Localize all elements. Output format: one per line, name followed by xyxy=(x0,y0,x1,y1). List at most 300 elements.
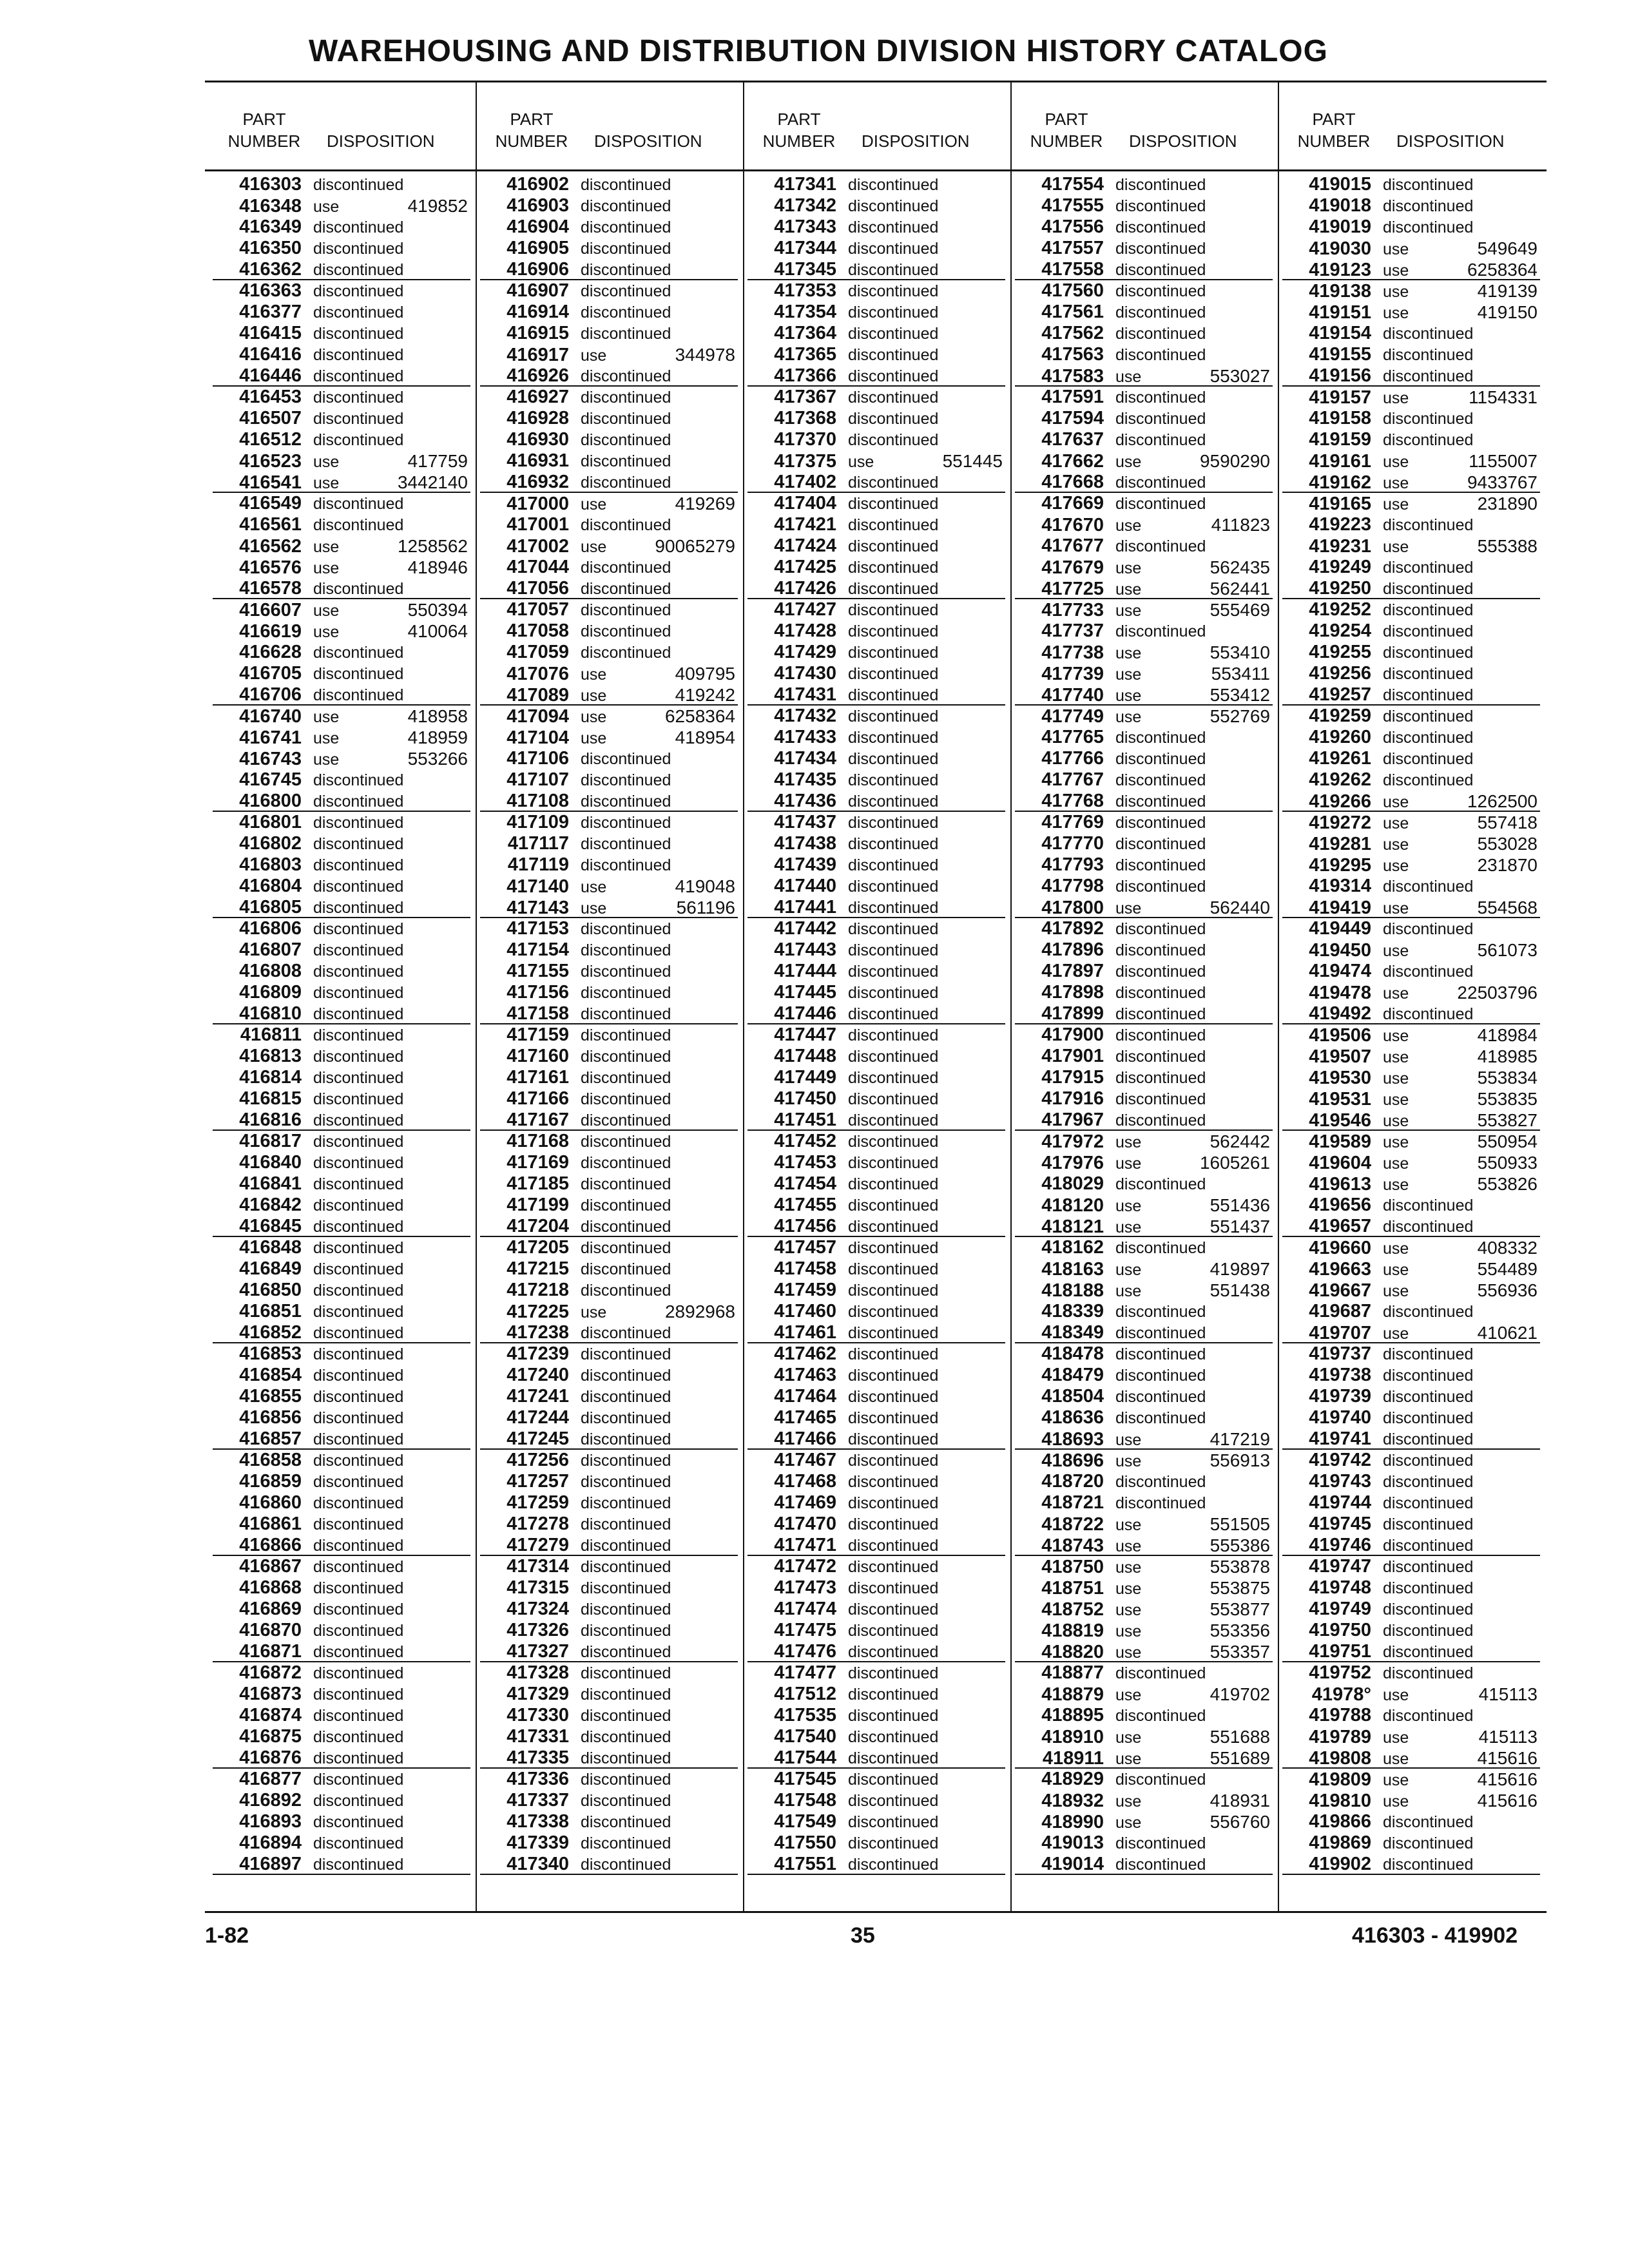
catalog-row xyxy=(1015,1769,1273,1790)
disposition: discontinued xyxy=(313,1090,404,1108)
catalog-row xyxy=(747,727,1005,748)
catalog-row xyxy=(1282,1854,1540,1875)
disposition-use: use xyxy=(1383,283,1409,301)
replacement-part-number: 419852 xyxy=(407,196,468,216)
catalog-row xyxy=(1282,599,1540,620)
part-number: 417169 xyxy=(506,1152,569,1173)
disposition: discontinued xyxy=(1383,1664,1474,1682)
part-number: 416817 xyxy=(239,1131,302,1151)
catalog-row xyxy=(480,769,738,791)
replacement-part-number: 553266 xyxy=(407,749,468,769)
part-number: 417160 xyxy=(506,1046,569,1066)
part-number: 417245 xyxy=(506,1428,569,1449)
catalog-row xyxy=(1015,216,1273,238)
catalog-row xyxy=(747,1599,1005,1620)
part-number: 419808 xyxy=(1309,1748,1371,1769)
disposition: discontinued xyxy=(848,899,939,917)
catalog-row xyxy=(213,1024,470,1046)
part-number: 419507 xyxy=(1309,1046,1371,1067)
catalog-row xyxy=(1015,195,1273,216)
catalog-row xyxy=(213,1705,470,1726)
disposition-use: use xyxy=(1115,1218,1142,1236)
disposition-use: use xyxy=(313,623,340,641)
part-number: 417104 xyxy=(506,727,569,748)
disposition: discontinued xyxy=(313,1600,404,1619)
catalog-row xyxy=(747,1556,1005,1577)
part-number: 417550 xyxy=(774,1832,836,1853)
disposition: discontinued xyxy=(581,1643,671,1661)
disposition: discontinued xyxy=(848,1707,939,1725)
disposition-use: use xyxy=(1383,495,1409,514)
disposition: discontinued xyxy=(581,1771,671,1789)
catalog-column-3 xyxy=(747,174,1005,1875)
catalog-row xyxy=(747,259,1005,280)
catalog-row xyxy=(480,706,738,727)
part-number: 417560 xyxy=(1041,280,1104,301)
disposition: discontinued xyxy=(1115,240,1206,258)
catalog-row xyxy=(1282,514,1540,535)
part-number: 416811 xyxy=(240,1024,302,1045)
disposition: discontinued xyxy=(848,1771,939,1789)
disposition-use: use xyxy=(1115,602,1142,620)
part-number: 416871 xyxy=(239,1641,302,1662)
part-number: 419257 xyxy=(1309,684,1371,705)
catalog-row xyxy=(480,578,738,599)
catalog-row xyxy=(1282,1173,1540,1195)
disposition: discontinued xyxy=(1115,941,1206,959)
catalog-row xyxy=(1015,238,1273,259)
replacement-part-number: 556760 xyxy=(1210,1812,1270,1832)
replacement-part-number: 551437 xyxy=(1210,1216,1270,1236)
catalog-row xyxy=(1015,365,1273,387)
disposition: discontinued xyxy=(1115,1345,1206,1363)
part-number: 417768 xyxy=(1041,791,1104,811)
part-number: 416872 xyxy=(239,1662,302,1683)
disposition: discontinued xyxy=(313,963,404,981)
catalog-row xyxy=(213,748,470,769)
catalog-row xyxy=(1282,302,1540,323)
catalog-row xyxy=(1015,1790,1273,1811)
disposition: discontinued xyxy=(848,1345,939,1363)
disposition: discontinued xyxy=(581,1218,671,1236)
disposition: discontinued xyxy=(1383,1856,1474,1874)
part-number: 418932 xyxy=(1041,1791,1104,1811)
part-number: 416745 xyxy=(239,769,302,790)
catalog-row xyxy=(1282,1024,1540,1046)
part-number: 416446 xyxy=(239,365,302,386)
disposition: discontinued xyxy=(848,601,939,619)
replacement-part-number: 551688 xyxy=(1210,1727,1270,1747)
disposition: discontinued xyxy=(581,197,671,215)
catalog-row xyxy=(1282,1577,1540,1599)
disposition: discontinued xyxy=(313,1664,404,1682)
disposition: discontinued xyxy=(313,1133,404,1151)
catalog-row xyxy=(1015,1365,1273,1386)
replacement-part-number: 22503796 xyxy=(1457,983,1537,1003)
disposition: discontinued xyxy=(581,1600,671,1619)
part-number: 417117 xyxy=(507,833,569,854)
disposition: discontinued xyxy=(848,1600,939,1619)
part-number: 417338 xyxy=(506,1811,569,1832)
catalog-row xyxy=(747,1322,1005,1343)
part-number: 417462 xyxy=(774,1343,836,1364)
disposition-use: use xyxy=(1115,1261,1142,1279)
part-number: 418029 xyxy=(1041,1173,1104,1194)
disposition: discontinued xyxy=(1383,1409,1474,1427)
catalog-row xyxy=(1282,557,1540,578)
part-number: 417425 xyxy=(774,557,836,577)
catalog-row xyxy=(213,1492,470,1514)
part-number: 419752 xyxy=(1309,1662,1371,1683)
catalog-row xyxy=(747,1046,1005,1067)
catalog-row xyxy=(1282,280,1540,302)
catalog-row xyxy=(1282,259,1540,280)
disposition: discontinued xyxy=(848,197,939,215)
disposition: discontinued xyxy=(848,516,939,534)
catalog-row xyxy=(213,1747,470,1769)
catalog-row xyxy=(747,365,1005,387)
disposition: discontinued xyxy=(581,367,671,385)
catalog-row xyxy=(480,195,738,216)
replacement-part-number: 410064 xyxy=(407,621,468,641)
part-number: 417239 xyxy=(506,1343,569,1364)
disposition: discontinued xyxy=(313,1196,404,1215)
disposition: discontinued xyxy=(313,1048,404,1066)
catalog-row xyxy=(747,1280,1005,1301)
disposition: discontinued xyxy=(1115,1303,1206,1321)
catalog-row xyxy=(1015,1556,1273,1577)
disposition: discontinued xyxy=(581,261,671,279)
catalog-row xyxy=(747,1258,1005,1280)
disposition: discontinued xyxy=(1115,814,1206,832)
part-number: 417428 xyxy=(774,620,836,641)
disposition: discontinued xyxy=(313,1260,404,1278)
part-number: 417737 xyxy=(1041,620,1104,641)
catalog-row xyxy=(213,1237,470,1258)
disposition: discontinued xyxy=(848,1282,939,1300)
disposition: discontinued xyxy=(1115,1090,1206,1108)
disposition-use: use xyxy=(1115,1431,1142,1449)
part-number: 417670 xyxy=(1041,515,1104,535)
disposition: discontinued xyxy=(313,1558,404,1576)
catalog-row xyxy=(1015,663,1273,684)
part-number: 417199 xyxy=(506,1195,569,1215)
replacement-part-number: 562442 xyxy=(1210,1131,1270,1151)
catalog-row xyxy=(747,1407,1005,1428)
catalog-row xyxy=(480,365,738,387)
disposition: discontinued xyxy=(848,282,939,300)
disposition: discontinued xyxy=(848,984,939,1002)
title-rule xyxy=(205,81,1547,82)
catalog-row xyxy=(747,918,1005,939)
catalog-row xyxy=(1015,684,1273,706)
disposition: discontinued xyxy=(848,1154,939,1172)
part-number: 419739 xyxy=(1309,1386,1371,1407)
disposition: discontinued xyxy=(848,1218,939,1236)
disposition: discontinued xyxy=(1383,1707,1474,1725)
disposition: discontinued xyxy=(313,1813,404,1831)
catalog-row xyxy=(1282,1514,1540,1535)
disposition: discontinued xyxy=(848,325,939,343)
disposition: discontinued xyxy=(848,346,939,364)
part-number: 419656 xyxy=(1309,1195,1371,1215)
part-number: 417059 xyxy=(506,642,569,662)
part-number: 416875 xyxy=(239,1726,302,1747)
disposition: discontinued xyxy=(313,1856,404,1874)
part-number: 416906 xyxy=(506,259,569,280)
replacement-part-number: 555469 xyxy=(1210,600,1270,620)
part-number: 418990 xyxy=(1041,1812,1104,1832)
disposition: discontinued xyxy=(1383,431,1474,449)
part-number: 416928 xyxy=(506,408,569,428)
part-number: 417563 xyxy=(1041,344,1104,365)
part-number: 417001 xyxy=(506,514,569,535)
catalog-row xyxy=(1015,557,1273,578)
disposition: discontinued xyxy=(313,984,404,1002)
part-number: 417156 xyxy=(506,982,569,1003)
catalog-row xyxy=(747,854,1005,876)
disposition: discontinued xyxy=(581,240,671,258)
catalog-row xyxy=(480,280,738,302)
part-number: 417594 xyxy=(1041,408,1104,428)
catalog-row xyxy=(480,493,738,514)
disposition: discontinued xyxy=(848,1005,939,1023)
disposition-use: use xyxy=(1115,1580,1142,1598)
part-number: 417765 xyxy=(1041,727,1104,747)
part-number: 417557 xyxy=(1041,238,1104,258)
part-number: 417733 xyxy=(1041,600,1104,620)
catalog-row xyxy=(747,1684,1005,1705)
disposition-use: use xyxy=(313,602,340,620)
disposition-use: use xyxy=(1115,1686,1142,1704)
catalog-row xyxy=(1015,1747,1273,1769)
disposition: discontinued xyxy=(581,580,671,598)
catalog-row xyxy=(480,812,738,833)
part-number: 417375 xyxy=(774,451,836,472)
catalog-row xyxy=(747,684,1005,706)
disposition-use: use xyxy=(1115,1452,1142,1470)
catalog-row xyxy=(747,1450,1005,1471)
catalog-row xyxy=(480,535,738,557)
page-title: WAREHOUSING AND DISTRIBUTION DIVISION HISTORY CATALOG xyxy=(309,34,1328,68)
replacement-part-number: 415616 xyxy=(1477,1748,1537,1768)
catalog-row xyxy=(480,599,738,620)
catalog-row xyxy=(480,833,738,854)
disposition-use: use xyxy=(1115,687,1142,705)
catalog-row xyxy=(1282,535,1540,557)
part-number: 419151 xyxy=(1309,302,1371,323)
disposition: discontinued xyxy=(313,814,404,832)
catalog-row xyxy=(1015,1471,1273,1492)
replacement-part-number: 418954 xyxy=(675,727,735,747)
disposition: discontinued xyxy=(848,1749,939,1767)
part-number: 417370 xyxy=(774,429,836,450)
part-number: 418720 xyxy=(1041,1471,1104,1492)
disposition: discontinued xyxy=(1115,963,1206,981)
disposition-use: use xyxy=(1115,644,1142,662)
part-number: 417475 xyxy=(774,1620,836,1640)
catalog-row xyxy=(1282,918,1540,939)
part-number: 419156 xyxy=(1309,365,1371,386)
catalog-row xyxy=(1282,769,1540,791)
catalog-row xyxy=(747,535,1005,557)
disposition: discontinued xyxy=(581,176,671,194)
disposition-use: use xyxy=(1383,1027,1409,1045)
disposition: discontinued xyxy=(581,835,671,853)
part-number: 416628 xyxy=(239,642,302,662)
part-number: 416868 xyxy=(239,1577,302,1598)
catalog-row xyxy=(747,1365,1005,1386)
catalog-row xyxy=(747,748,1005,769)
part-number: 417558 xyxy=(1041,259,1104,280)
part-number: 417429 xyxy=(774,642,836,662)
disposition: discontinued xyxy=(848,1090,939,1108)
part-number: 417329 xyxy=(506,1684,569,1704)
part-number: 417738 xyxy=(1041,642,1104,663)
replacement-part-number: 9590290 xyxy=(1199,451,1270,471)
disposition: discontinued xyxy=(313,878,404,896)
replacement-part-number: 552769 xyxy=(1210,706,1270,726)
part-number: 418743 xyxy=(1041,1535,1104,1556)
disposition: discontinued xyxy=(1115,1834,1206,1852)
catalog-row xyxy=(1282,939,1540,961)
disposition: discontinued xyxy=(848,1388,939,1406)
catalog-row xyxy=(480,1195,738,1216)
catalog-row xyxy=(747,1790,1005,1811)
disposition: discontinued xyxy=(848,729,939,747)
catalog-row xyxy=(747,1471,1005,1492)
catalog-row xyxy=(480,791,738,812)
catalog-row xyxy=(1282,706,1540,727)
part-number: 417583 xyxy=(1041,366,1104,387)
disposition-use: use xyxy=(1383,1112,1409,1130)
part-number: 417204 xyxy=(506,1216,569,1236)
part-number: 416893 xyxy=(239,1811,302,1832)
disposition: discontinued xyxy=(848,622,939,640)
part-number: 417343 xyxy=(774,216,836,237)
catalog-row xyxy=(1282,1152,1540,1173)
disposition: discontinued xyxy=(581,1367,671,1385)
disposition: discontinued xyxy=(313,1707,404,1725)
catalog-row xyxy=(213,216,470,238)
catalog-row xyxy=(213,1450,470,1471)
part-number: 417108 xyxy=(506,791,569,811)
catalog-row xyxy=(213,1535,470,1556)
part-number: 417367 xyxy=(774,387,836,407)
replacement-part-number: 561073 xyxy=(1477,940,1537,960)
catalog-row xyxy=(747,812,1005,833)
disposition: discontinued xyxy=(1115,325,1206,343)
part-number: 416416 xyxy=(239,344,302,365)
catalog-row xyxy=(1282,684,1540,706)
part-number: 417058 xyxy=(506,620,569,641)
catalog-row xyxy=(480,1450,738,1471)
disposition: discontinued xyxy=(1115,1069,1206,1087)
replacement-part-number: 554489 xyxy=(1477,1259,1537,1279)
catalog-row xyxy=(1015,1237,1273,1258)
part-number: 417456 xyxy=(774,1216,836,1236)
part-number: 418121 xyxy=(1041,1216,1104,1237)
part-number: 416932 xyxy=(506,472,569,492)
catalog-row xyxy=(1282,1450,1540,1471)
disposition-use: use xyxy=(1383,1155,1409,1173)
disposition: discontinued xyxy=(1115,1707,1206,1725)
disposition: discontinued xyxy=(848,941,939,959)
part-number: 417342 xyxy=(774,195,836,216)
catalog-row xyxy=(213,1195,470,1216)
catalog-row xyxy=(480,1471,738,1492)
part-number: 417469 xyxy=(774,1492,836,1513)
catalog-row xyxy=(1015,1450,1273,1471)
part-number: 419737 xyxy=(1309,1343,1371,1364)
catalog-row xyxy=(1015,1641,1273,1662)
disposition: discontinued xyxy=(1383,665,1474,683)
catalog-row xyxy=(1015,791,1273,812)
part-number: 417056 xyxy=(506,578,569,599)
disposition: discontinued xyxy=(1115,410,1206,428)
disposition: discontinued xyxy=(848,835,939,853)
catalog-row xyxy=(747,344,1005,365)
part-number: 417451 xyxy=(774,1110,836,1130)
disposition: discontinued xyxy=(581,410,671,428)
disposition: discontinued xyxy=(848,389,939,407)
disposition: discontinued xyxy=(848,1069,939,1087)
part-number: 417448 xyxy=(774,1046,836,1066)
catalog-row xyxy=(1015,1832,1273,1854)
disposition: discontinued xyxy=(581,1452,671,1470)
part-number: 418478 xyxy=(1041,1343,1104,1364)
part-number: 417915 xyxy=(1041,1067,1104,1088)
part-number: 417000 xyxy=(506,494,569,514)
part-number: 418910 xyxy=(1041,1727,1104,1747)
disposition: discontinued xyxy=(313,1430,404,1448)
replacement-part-number: 231890 xyxy=(1477,494,1537,514)
disposition: discontinued xyxy=(1383,1345,1474,1363)
disposition: discontinued xyxy=(848,1048,939,1066)
part-number: 419158 xyxy=(1309,408,1371,428)
catalog-row xyxy=(747,939,1005,961)
part-number: 417453 xyxy=(774,1152,836,1173)
part-number: 416816 xyxy=(239,1110,302,1130)
part-number: 417119 xyxy=(507,854,569,875)
disposition-use: use xyxy=(581,1303,607,1321)
replacement-part-number: 2892968 xyxy=(664,1302,735,1321)
catalog-row xyxy=(747,1811,1005,1832)
part-number: 419250 xyxy=(1309,578,1371,599)
part-number: 419745 xyxy=(1309,1514,1371,1534)
catalog-row xyxy=(1282,1705,1540,1726)
catalog-row xyxy=(1282,344,1540,365)
part-number: 416840 xyxy=(239,1152,302,1173)
part-number: 417057 xyxy=(506,599,569,620)
catalog-row xyxy=(1282,1428,1540,1450)
disposition: discontinued xyxy=(581,1409,671,1427)
disposition: discontinued xyxy=(1383,1367,1474,1385)
part-number: 418162 xyxy=(1041,1237,1104,1258)
part-number: 417327 xyxy=(506,1641,569,1662)
disposition-use: use xyxy=(1115,1559,1142,1577)
disposition: discontinued xyxy=(313,1367,404,1385)
catalog-row xyxy=(213,493,470,514)
catalog-row xyxy=(1015,982,1273,1003)
disposition: discontinued xyxy=(581,303,671,322)
part-number: 419531 xyxy=(1309,1089,1371,1110)
part-number: 418349 xyxy=(1041,1322,1104,1343)
part-number: 417166 xyxy=(506,1088,569,1109)
replacement-part-number: 553356 xyxy=(1210,1620,1270,1640)
catalog-row xyxy=(480,216,738,238)
disposition: discontinued xyxy=(1115,537,1206,555)
